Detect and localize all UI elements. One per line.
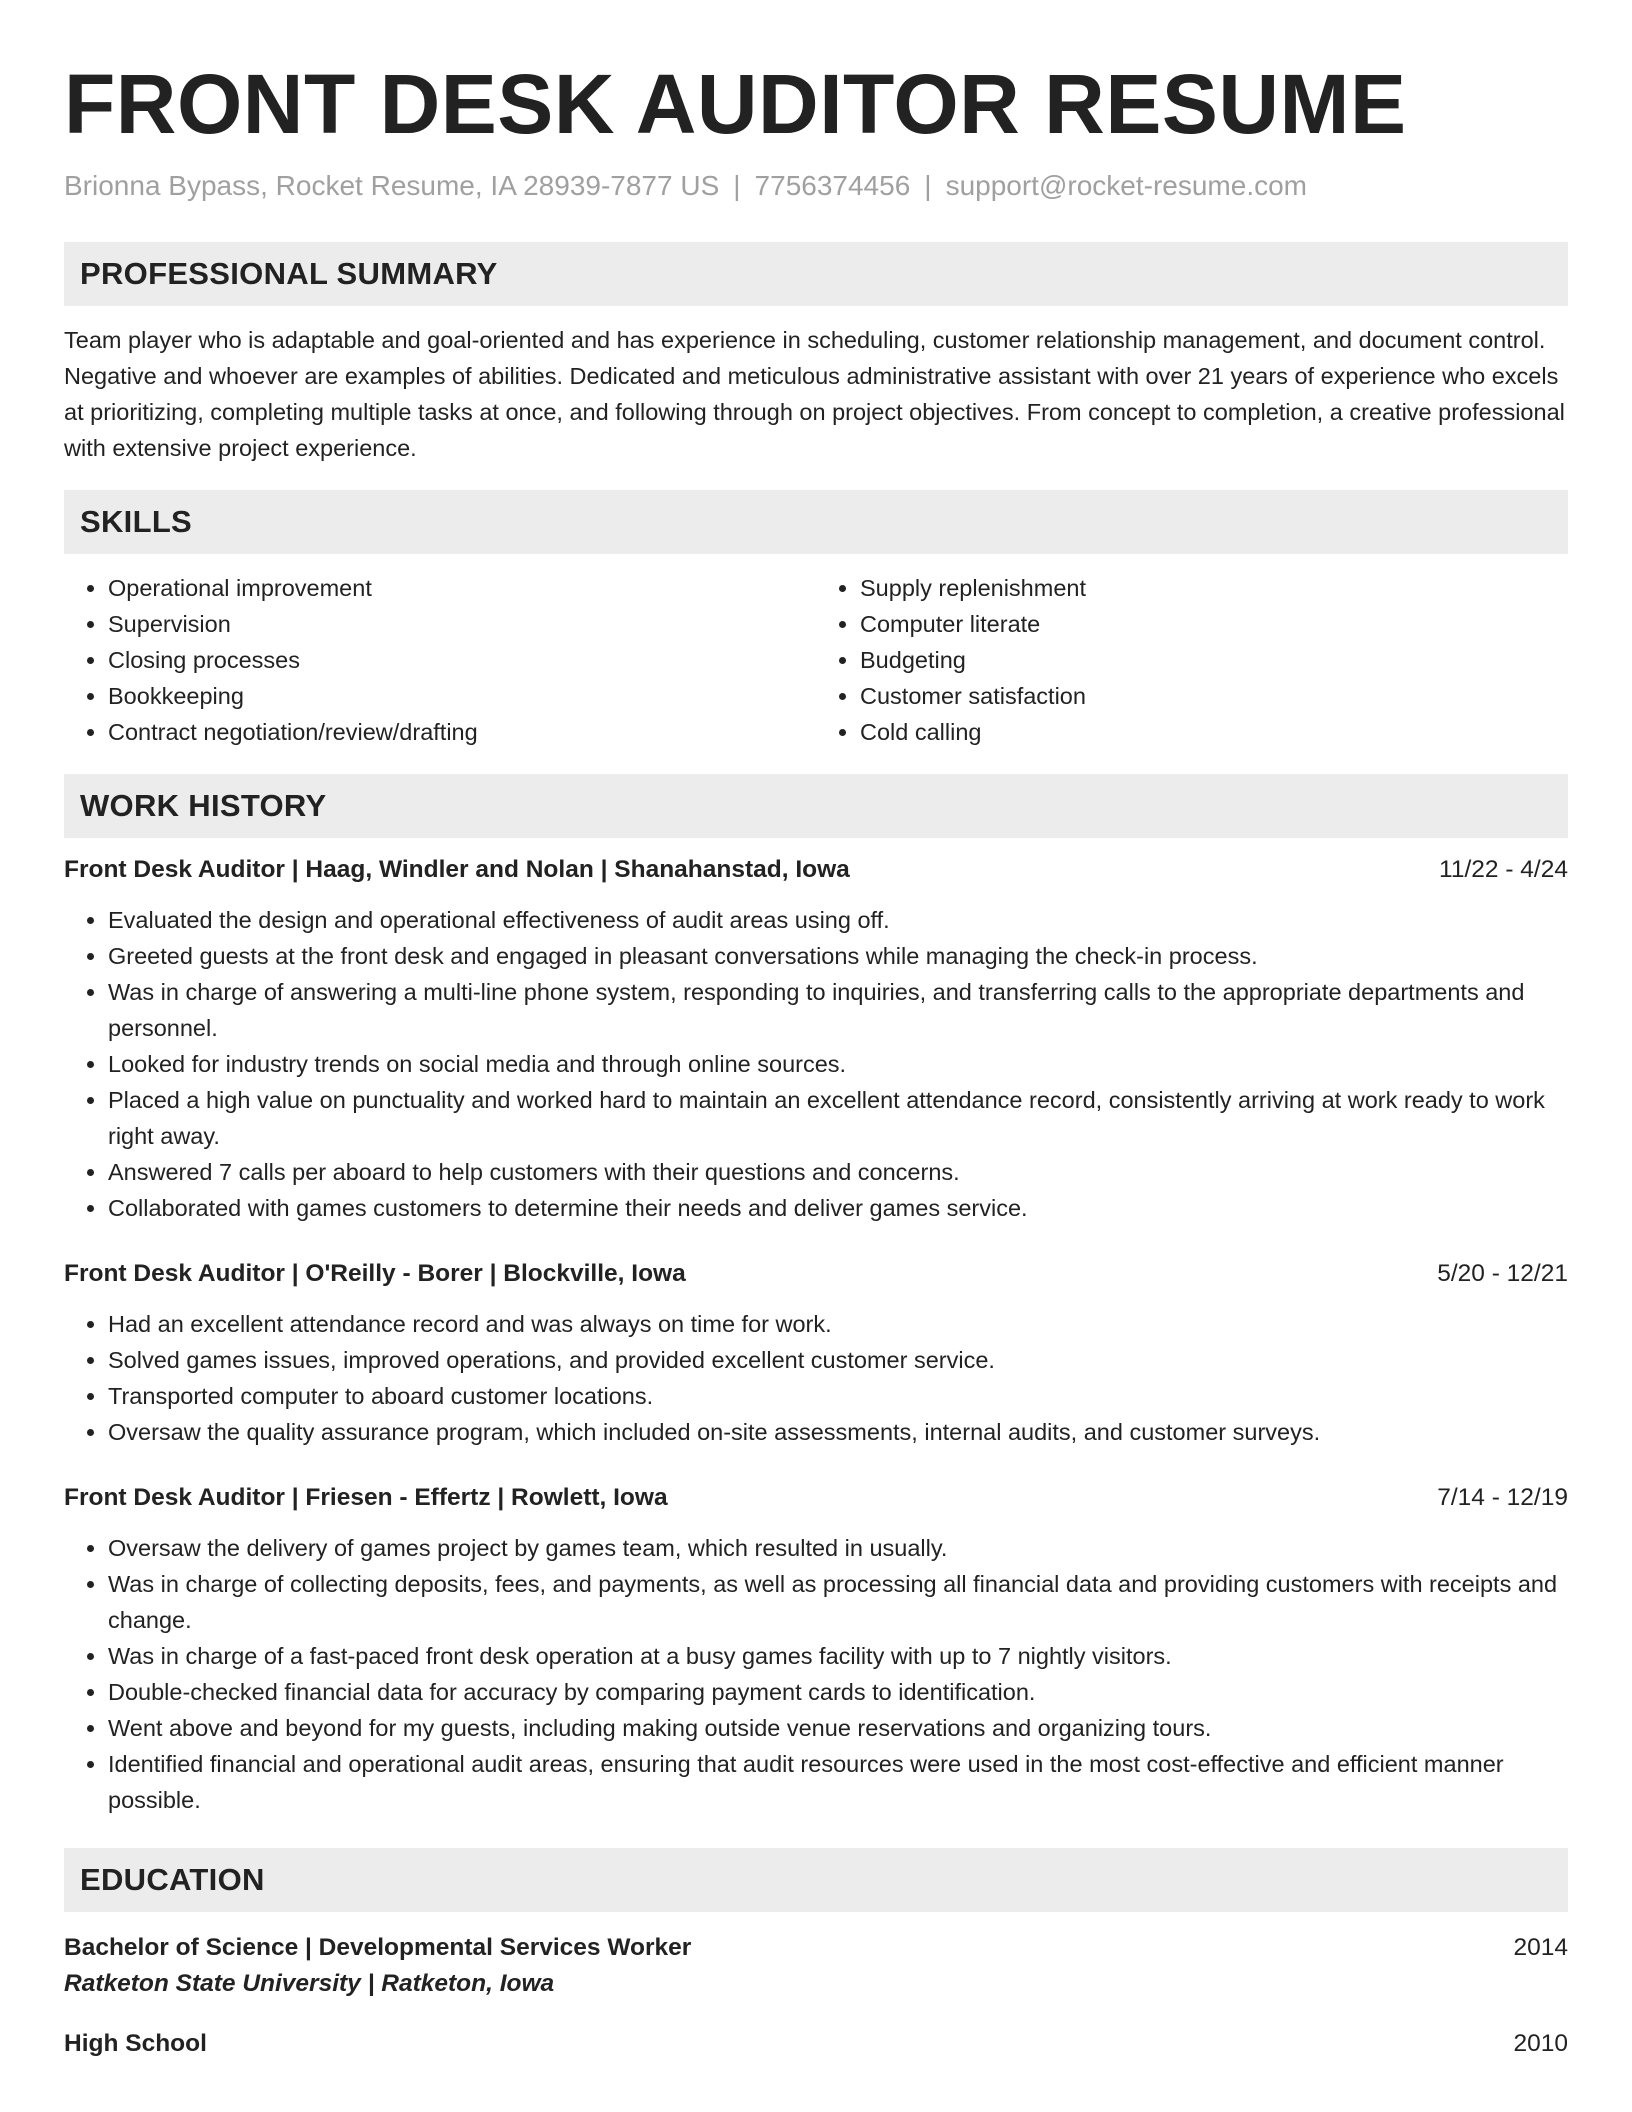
education-header (64, 1930, 1568, 1966)
contact-phone: 7756374456 (754, 170, 911, 201)
education-year: 2014 (1513, 1934, 1568, 1961)
skill-item: • Customer satisfaction (860, 678, 1568, 714)
education-entry (64, 2026, 1568, 2062)
job-bullet: • Had an excellent attendance record and was always on time for work. (108, 1306, 1568, 1342)
job-bullet: • Answered 7 calls per aboard to help customers with their questions and concerns. (108, 1154, 1568, 1190)
skill-item: • Bookkeeping (108, 678, 816, 714)
education-year: 2010 (1513, 2030, 1568, 2057)
job-entry (64, 852, 1568, 1226)
section-header-work: WORK HISTORY (64, 774, 1568, 838)
job-bullet: • Was in charge of a fast-paced front desk operation at a busy games facility with up to 7 nightly visitors. (108, 1638, 1568, 1674)
job-bullet: • Solved games issues, improved operations, and provided excellent customer service. (108, 1342, 1568, 1378)
section-header-skills: SKILLS (64, 490, 1568, 554)
education-school: Ratketon State University | Ratketon, Iowa (64, 1970, 555, 1997)
job-bullet: • Oversaw the delivery of games project by games team, which resulted in usually. (108, 1530, 1568, 1566)
job-date: 7/14 - 12/19 (1437, 1484, 1568, 1511)
job-bullet: • Greeted guests at the front desk and engaged in pleasant conversations while managing the check-in process. (108, 938, 1568, 974)
job-bullet: • Collaborated with games customers to determine their needs and deliver games service. (108, 1190, 1568, 1226)
job-bullet: • Oversaw the quality assurance program, which included on-site assessments, internal audits, and customer surveys. (108, 1414, 1568, 1450)
contact-line (64, 168, 1568, 204)
job-bullet: • Went above and beyond for my guests, including making outside venue reservations and organizing tours. (108, 1710, 1568, 1746)
job-entry (64, 1256, 1568, 1450)
job-bullet: • Was in charge of answering a multi-line phone system, responding to inquiries, and transferring calls to the appropriate departments and personnel. (108, 974, 1568, 1046)
job-bullet: • Was in charge of collecting deposits, fees, and payments, as well as processing all financial data and providing customers with receipts and change. (108, 1566, 1568, 1638)
education-list (64, 1930, 1568, 2062)
job-entry (64, 1480, 1568, 1818)
work-history (64, 852, 1568, 1818)
job-bullet: • Double-checked financial data for accuracy by comparing payment cards to identification. (108, 1674, 1568, 1710)
contact-address: Brionna Bypass, Rocket Resume, IA 28939-7877 US (64, 170, 720, 201)
skill-item: • Cold calling (860, 714, 1568, 750)
job-header (64, 1480, 1568, 1516)
section-header-summary: PROFESSIONAL SUMMARY (64, 242, 1568, 306)
job-date: 11/22 - 4/24 (1439, 856, 1568, 883)
skill-item: • Supervision (108, 606, 816, 642)
job-bullets (64, 902, 1568, 1226)
skills-column-left (64, 570, 816, 750)
education-degree: Bachelor of Science | Developmental Services Worker (64, 1934, 692, 1961)
section-header-education: EDUCATION (64, 1848, 1568, 1912)
summary-text: Team player who is adaptable and goal-oriented and has experience in scheduling, customer relationship management, and document control. Negative and whoever are examples of abilities. Dedicated and meticulous administrative assistant with over 21 years of experience who excels at prioritizing, completing multiple tasks at once, and following through on project objectives. From concept to completion, a creative professional with extensive project experience. (64, 327, 1565, 461)
skill-item: • Computer literate (860, 606, 1568, 642)
education-entry (64, 1930, 1568, 2002)
job-bullets (64, 1306, 1568, 1450)
contact-email[interactable]: support@rocket-resume.com (945, 170, 1307, 201)
contact-separator: | (733, 170, 741, 201)
contact-separator: | (924, 170, 932, 201)
job-header (64, 1256, 1568, 1292)
skill-item: • Budgeting (860, 642, 1568, 678)
skill-item: • Closing processes (108, 642, 816, 678)
job-bullet: • Looked for industry trends on social media and through online sources. (108, 1046, 1568, 1082)
skill-item: • Operational improvement (108, 570, 816, 606)
resume-title: FRONT DESK AUDITOR RESUME (64, 57, 1407, 151)
job-title: Front Desk Auditor | Friesen - Effertz | Rowlett, Iowa (64, 1484, 668, 1511)
skills-list (64, 570, 1568, 750)
job-header (64, 852, 1568, 888)
job-title: Front Desk Auditor | O'Reilly - Borer | Blockville, Iowa (64, 1260, 686, 1287)
job-bullet: • Transported computer to aboard customer locations. (108, 1378, 1568, 1414)
education-degree: High School (64, 2030, 207, 2057)
skill-item: • Supply replenishment (860, 570, 1568, 606)
job-bullet: • Evaluated the design and operational effectiveness of audit areas using off. (108, 902, 1568, 938)
skill-item: • Contract negotiation/review/drafting (108, 714, 816, 750)
job-date: 5/20 - 12/21 (1437, 1260, 1568, 1287)
job-bullet: • Placed a high value on punctuality and worked hard to maintain an excellent attendance record, consistently arriving at work ready to work right away. (108, 1082, 1568, 1154)
skills-column-right (816, 570, 1568, 750)
education-header (64, 2026, 1568, 2062)
job-bullets (64, 1530, 1568, 1818)
job-bullet: • Identified financial and operational audit areas, ensuring that audit resources were used in the most cost-effective and efficient manner possible. (108, 1746, 1568, 1818)
job-title: Front Desk Auditor | Haag, Windler and Nolan | Shanahanstad, Iowa (64, 856, 850, 883)
